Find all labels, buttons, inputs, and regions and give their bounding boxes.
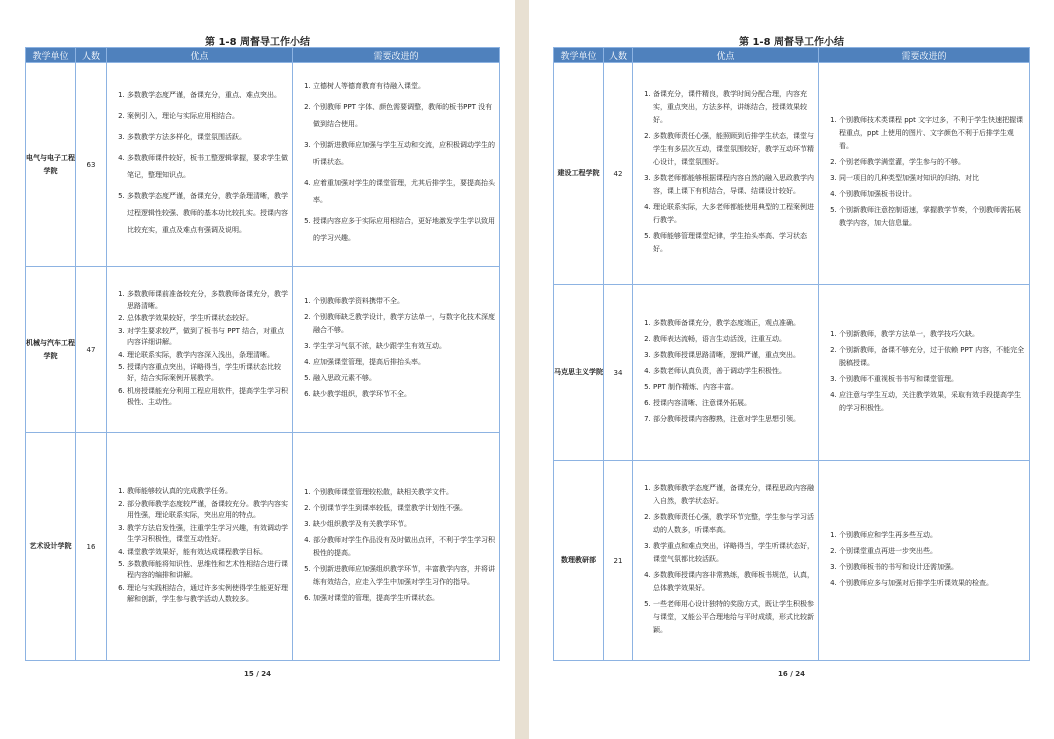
list-item: 4. 个别教师应多与加强对后排学生听课效果的检查。 bbox=[839, 577, 1025, 590]
list-item: 5. PPT 制作精炼、内容丰富。 bbox=[653, 381, 814, 394]
unit-cell: 电气与电子工程学院 bbox=[26, 63, 76, 267]
list-item: 1. 备课充分，课件精良，教学时间分配合理，内容充实，重点突出，方法多样，讲练结合，授课效果较好。 bbox=[653, 88, 814, 127]
list-item: 4. 理论联系实际，大多老师都能使用典型的工程案例进行教学。 bbox=[653, 201, 814, 227]
list-item: 2. 教师表达流畅，语言生动活泼，注重互动。 bbox=[653, 333, 814, 346]
improvements-list bbox=[293, 483, 499, 611]
list-item: 1. 多数教师备课充分，教学态度端正，观点准确。 bbox=[653, 317, 814, 330]
header-count: 人数 bbox=[604, 48, 633, 63]
count-cell: 16 bbox=[76, 433, 107, 661]
list-item: 1. 多数教学态度严谨，备课充分，重点、难点突出。 bbox=[127, 87, 288, 104]
list-item: 2. 案例引入，理论与实际应用相结合。 bbox=[127, 108, 288, 125]
summary-table bbox=[25, 47, 500, 661]
header-row bbox=[26, 48, 500, 63]
list-item: 1. 立德树人等德育教育有待融入课堂。 bbox=[313, 78, 495, 95]
improvements-cell bbox=[819, 285, 1030, 461]
list-item: 3. 对学生要求较严，做到了板书与 PPT 结合，对重点内容详细讲解。 bbox=[127, 326, 288, 349]
improvements-cell bbox=[293, 433, 500, 661]
strengths-cell bbox=[107, 267, 293, 433]
summary-table bbox=[553, 47, 1030, 661]
list-item: 6. 理论与实践相结合，通过许多实例使得学生能更好理解和创新，学生参与教学活动人数较多。 bbox=[127, 583, 288, 606]
page-15 bbox=[0, 0, 515, 739]
list-item: 6. 加强对课堂的管理，提高学生听课状态。 bbox=[313, 592, 495, 605]
header-strengths: 优点 bbox=[107, 48, 293, 63]
list-item: 4. 个别教师加强板书设计。 bbox=[839, 188, 1025, 201]
list-item: 3. 多数老师都能够根据课程内容自然的融入思政教学内容，课上课下有机结合，导课、结课设计较好。 bbox=[653, 172, 814, 198]
list-item: 6. 缺少教学组织，教学环节不全。 bbox=[313, 388, 495, 401]
table-row bbox=[554, 63, 1030, 285]
list-item: 3. 学生学习气氛不浓，缺少跟学生有效互动。 bbox=[313, 340, 495, 353]
list-item: 4. 理论联系实际，教学内容深入浅出，条理清晰。 bbox=[127, 350, 288, 361]
page-title: 第 1-8 周督导工作小结 bbox=[738, 37, 845, 48]
header-unit: 教学单位 bbox=[26, 48, 76, 63]
improvements-list bbox=[293, 75, 499, 254]
unit-cell: 数理教研部 bbox=[554, 461, 604, 661]
list-item: 3. 多数教学方法多样化，课堂氛围活跃。 bbox=[127, 129, 288, 146]
improvements-list bbox=[819, 111, 1029, 236]
strengths-list bbox=[633, 314, 818, 432]
count-cell: 42 bbox=[604, 63, 633, 285]
header-strengths: 优点 bbox=[633, 48, 819, 63]
list-item: 4. 课堂教学效果好，能有效达成课程教学目标。 bbox=[127, 547, 288, 558]
count-cell: 63 bbox=[76, 63, 107, 267]
page-number: 15 / 24 bbox=[244, 670, 271, 678]
list-item: 3. 个别教师不重视板书书写和课堂管理。 bbox=[839, 373, 1025, 386]
list-item: 2. 个别课堂重点再进一步突出些。 bbox=[839, 545, 1025, 558]
unit-cell: 艺术设计学院 bbox=[26, 433, 76, 661]
list-item: 5. 一些老师用心设计独特的奖励方式，既让学生积极参与课堂，又能公平合理地给与平时成绩，形式比较新颖。 bbox=[653, 598, 814, 637]
list-item: 3. 多数教师授课思路清晰，逻辑严谨，重点突出。 bbox=[653, 349, 814, 362]
list-item: 2. 个别老师教学满堂灌，学生参与的不够。 bbox=[839, 156, 1025, 169]
list-item: 2. 部分教师教学态度较严谨，备课较充分。教学内容实用性强，理论联系实际，突出应用的特点。 bbox=[127, 499, 288, 522]
list-item: 4. 部分教师对学生作品没有及时做出点评，不利于学生学习积极性的提高。 bbox=[313, 534, 495, 560]
strengths-cell bbox=[633, 63, 819, 285]
list-item: 2. 总体教学效果较好，学生听课状态较好。 bbox=[127, 313, 288, 324]
strengths-list bbox=[107, 84, 292, 246]
list-item: 5. 教师能够管理课堂纪律，学生抬头率高、学习状态好。 bbox=[653, 230, 814, 256]
list-item: 1. 个别教师应和学生再多些互动。 bbox=[839, 529, 1025, 542]
list-item: 2. 个别新教师，备课不够充分，过于依赖 PPT 内容，不能完全脱稿授课。 bbox=[839, 344, 1025, 370]
improvements-cell bbox=[819, 461, 1030, 661]
count-cell: 34 bbox=[604, 285, 633, 461]
list-item: 5. 多数教师能将知识性、思维性和艺术性相结合进行课程内容的编排和讲解。 bbox=[127, 559, 288, 582]
list-item: 1. 个别新教师，教学方法单一，教学技巧欠缺。 bbox=[839, 328, 1025, 341]
list-item: 5. 多数教学态度严谨，备课充分，教学条理清晰，教学过程逻辑性较强、教师的基本功比较扎实。授课内容比较充实，重点及难点有强调及说明。 bbox=[127, 188, 288, 239]
list-item: 5. 个别新进教师应加强组织教学环节，丰富教学内容，并将讲练有效结合，应走入学生中加强对学生习作的指导。 bbox=[313, 563, 495, 589]
list-item: 2. 多数教师责任心强，能照顾到后排学生状态，课堂与学生有多层次互动，课堂氛围较好，教学互动环节精心设计，课堂氛围好。 bbox=[653, 130, 814, 169]
list-item: 4. 多数老师认真负责，善于调动学生积极性。 bbox=[653, 365, 814, 378]
strengths-list bbox=[633, 479, 818, 643]
list-item: 2. 个别课节学生到课率较低，课堂教学计划性不强。 bbox=[313, 502, 495, 515]
list-item: 1. 个别教师课堂管理较松散，缺相关教学文件。 bbox=[313, 486, 495, 499]
list-item: 5. 个别新教师注意控制语速，掌握教学节奏，个别教师需拓展教学内容，加大信息量。 bbox=[839, 204, 1025, 230]
header-unit: 教学单位 bbox=[554, 48, 604, 63]
list-item: 3. 缺少组织教学及有关教学环节。 bbox=[313, 518, 495, 531]
list-item: 6. 授课内容清晰、注意课外拓展。 bbox=[653, 397, 814, 410]
list-item: 7. 部分教师授课内容醇熟，注意对学生思想引领。 bbox=[653, 413, 814, 426]
count-cell: 47 bbox=[76, 267, 107, 433]
header-improvements: 需要改进的 bbox=[819, 48, 1030, 63]
list-item: 1. 多数教师教学态度严谨，备课充分，课程思政内容融入自然，教学状态好。 bbox=[653, 482, 814, 508]
list-item: 3. 个别新进教师应加强与学生互动和交流，应积极调动学生的听课状态。 bbox=[313, 137, 495, 171]
header-row bbox=[554, 48, 1030, 63]
table-row bbox=[26, 433, 500, 661]
list-item: 1. 个别教师教学资料携带不全。 bbox=[313, 295, 495, 308]
unit-cell: 建设工程学院 bbox=[554, 63, 604, 285]
list-item: 5. 授课内容应多于实际应用相结合，更好地激发学生学以致用的学习兴趣。 bbox=[313, 213, 495, 247]
strengths-cell bbox=[633, 285, 819, 461]
list-item: 1. 教师能够较认真的完成教学任务。 bbox=[127, 486, 288, 497]
list-item: 4. 应加强课堂管理，提高后排抬头率。 bbox=[313, 356, 495, 369]
list-item: 2. 个别教师 PPT 字体、颜色需要调整，教师的板书PPT 没有做到结合使用。 bbox=[313, 99, 495, 133]
strengths-list bbox=[633, 85, 818, 262]
header-count: 人数 bbox=[76, 48, 107, 63]
page-number: 16 / 24 bbox=[778, 670, 805, 678]
header-improvements: 需要改进的 bbox=[293, 48, 500, 63]
table-row bbox=[26, 267, 500, 433]
strengths-list bbox=[107, 286, 292, 412]
list-item: 4. 多数教师课件较好，板书工整逻辑掌握，要求学生做笔记，整理知识点。 bbox=[127, 150, 288, 184]
page-16 bbox=[529, 0, 1054, 739]
list-item: 5. 融入思政元素不够。 bbox=[313, 372, 495, 385]
list-item: 3. 个别教师板书的书写和设计还需加强。 bbox=[839, 561, 1025, 574]
strengths-list bbox=[107, 483, 292, 609]
list-item: 1. 个别教师技术类课程 ppt 文字过多，不利于学生快速把握课程重点，ppt 上使用的图片、文字颜色不利于后排学生观看。 bbox=[839, 114, 1025, 153]
strengths-cell bbox=[633, 461, 819, 661]
table-row bbox=[26, 63, 500, 267]
list-item: 4. 多数教师授课内容非常熟练，教师板书规范，认真，总体教学效果好。 bbox=[653, 569, 814, 595]
table-row bbox=[554, 461, 1030, 661]
unit-cell: 机械与汽车工程学院 bbox=[26, 267, 76, 433]
table-row bbox=[554, 285, 1030, 461]
strengths-cell bbox=[107, 63, 293, 267]
list-item: 4. 应着重加强对学生的课堂管理，尤其后排学生，要提高抬头率。 bbox=[313, 175, 495, 209]
list-item: 3. 教学重点和难点突出，详略得当，学生听课状态好，课堂气氛都比较活跃。 bbox=[653, 540, 814, 566]
improvements-list bbox=[293, 292, 499, 407]
list-item: 3. 教学方法启发性强，注重学生学习兴趣，有效调动学生学习积极性，课堂互动性好。 bbox=[127, 523, 288, 546]
list-item: 2. 多数教师责任心强，教学环节完整，学生参与学习活动的人数多，听课率高。 bbox=[653, 511, 814, 537]
list-item: 3. 同一项目的几种类型加强对知识的归纳、对比 bbox=[839, 172, 1025, 185]
list-item: 6. 机房授课能充分利用工程应用软件，提高学生学习积极性、主动性。 bbox=[127, 386, 288, 409]
page-title: 第 1-8 周督导工作小结 bbox=[204, 37, 311, 48]
strengths-cell bbox=[107, 433, 293, 661]
list-item: 4. 应注意与学生互动，关注教学效果，采取有效手段提高学生的学习积极性。 bbox=[839, 389, 1025, 415]
list-item: 1. 多数教师课前准备较充分，多数教师备课充分，教学思路清晰。 bbox=[127, 289, 288, 312]
improvements-cell bbox=[293, 63, 500, 267]
improvements-cell bbox=[819, 63, 1030, 285]
list-item: 5. 授课内容重点突出，详略得当，学生听课状态比较好，结合实际案例开展教学。 bbox=[127, 362, 288, 385]
list-item: 2. 个别教师缺乏教学设计，教学方法单一，与数字化技术深度融合不够。 bbox=[313, 311, 495, 337]
improvements-list bbox=[819, 325, 1029, 421]
improvements-list bbox=[819, 526, 1029, 596]
count-cell: 21 bbox=[604, 461, 633, 661]
improvements-cell bbox=[293, 267, 500, 433]
unit-cell: 马克思主义学院 bbox=[554, 285, 604, 461]
